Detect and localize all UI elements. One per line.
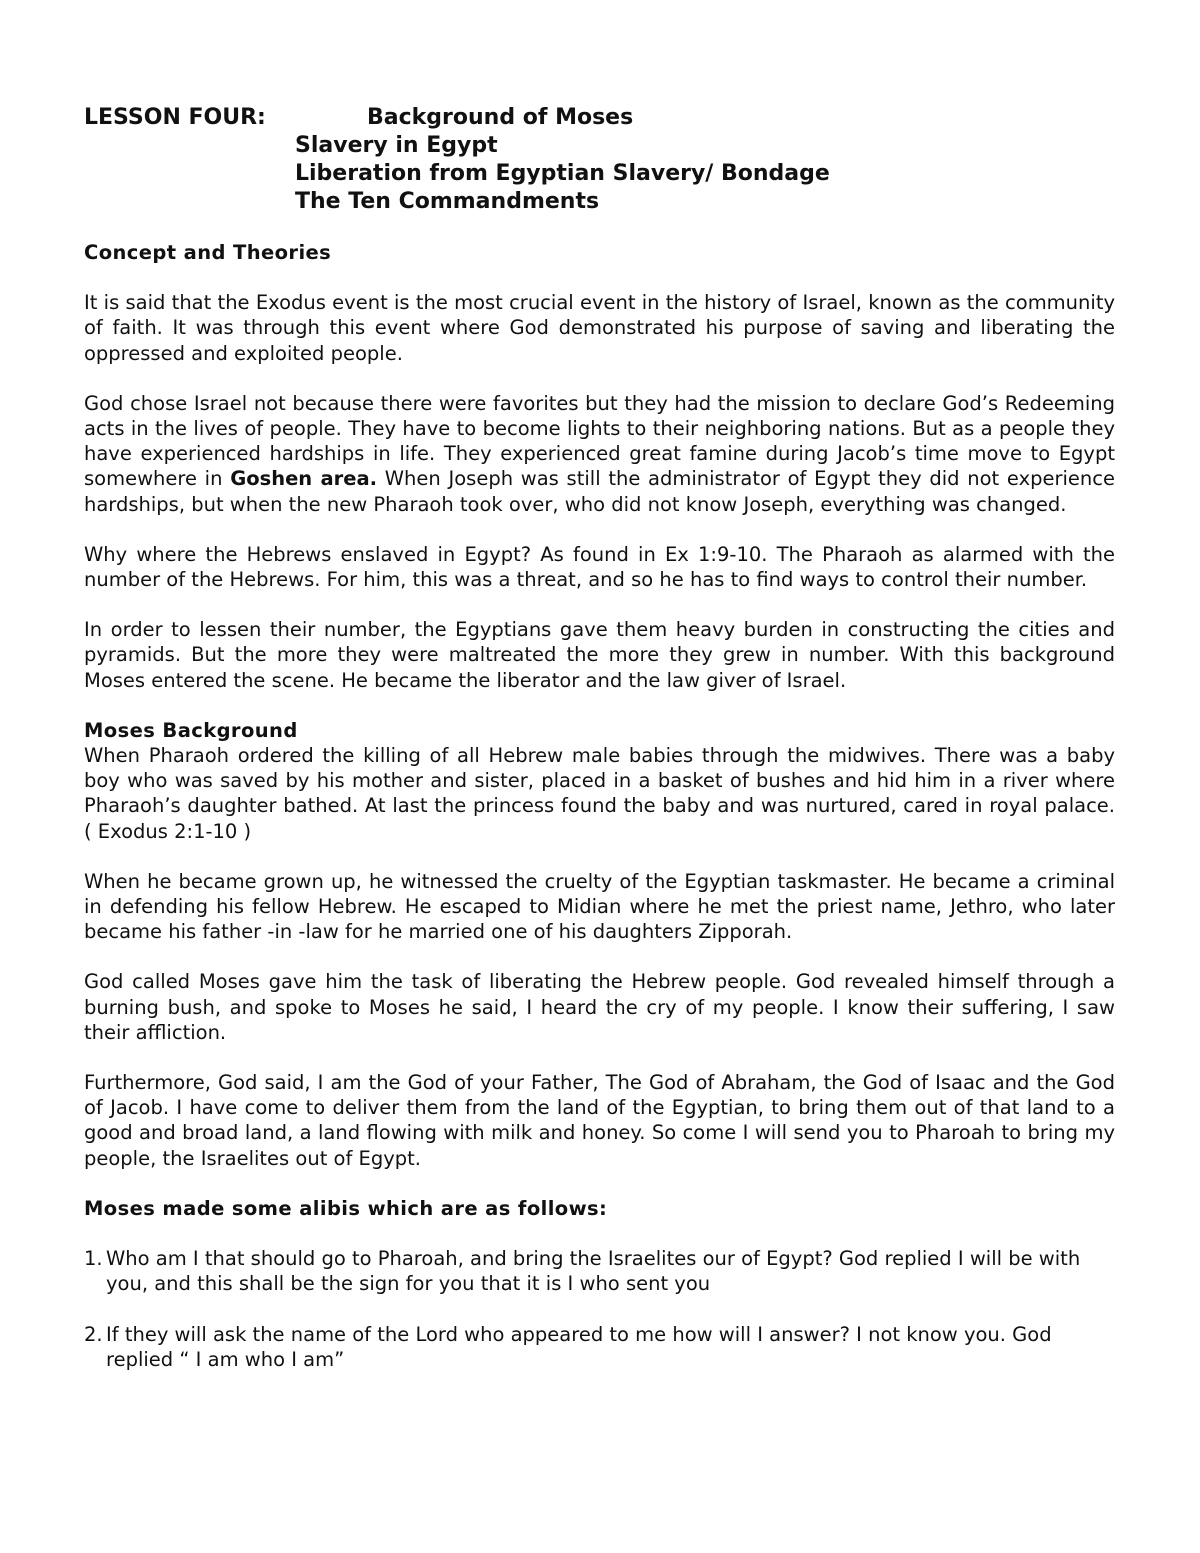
list-number: 1.: [84, 1247, 103, 1271]
lesson-topics: [295, 104, 1115, 216]
paragraph-text: God chose Israel not because there were favorites but they had the mission to declare God’s Redeeming acts in the lives of people. They have to become lights to their neighboring nations. But as a people they have experienced hardships in life. They experienced great famine during Jacob’s time move to Egypt somewhere in: [84, 391, 1115, 491]
concept-heading: Concept and Theories: [84, 241, 332, 264]
paragraph: In order to lessen their number, the Egyptians gave them heavy burden in constructing the cities and pyramids. But the more they were maltreated the more they grew in number. With this background Moses entered the scene. He became the liberator and the law giver of Israel.: [84, 618, 1115, 692]
list-item: [84, 1246, 1115, 1296]
document-page: [84, 104, 1115, 1372]
list-item-text: If they will ask the name of the Lord who appeared to me how will I answer? I not know you. God replied “ I am who I am”: [106, 1322, 1052, 1371]
lesson-topic: Liberation from Egyptian Slavery/ Bondage: [295, 161, 830, 186]
lesson-topic: Slavery in Egypt: [295, 133, 498, 158]
paragraph: [84, 391, 1115, 517]
alibis-heading: Moses made some alibis which are as follows:: [84, 1196, 608, 1220]
list-item-text: Who am I that should go to Pharoah, and bring the Israelites our of Egypt? God replied I will be with you, and this shall be the sign for you that it is I who sent you: [106, 1247, 1081, 1296]
list-item: [84, 1322, 1115, 1372]
paragraph: Why where the Hebrews enslaved in Egypt? As found in Ex 1:9-10. The Pharaoh as alarmed with the number of the Hebrews. For him, this was a threat, and so he has to find ways to control their number.: [84, 542, 1115, 592]
paragraph: When he became grown up, he witnessed the cruelty of the Egyptian taskmaster. He became a criminal in defending his fellow Hebrew. He escaped to Midian where he met the priest name, Jethro, who later became his father -in -law for he married one of his daughters Zipporah.: [84, 869, 1115, 944]
paragraph: When Pharaoh ordered the killing of all Hebrew male babies through the midwives. There was a baby boy who was saved by his mother and sister, placed in a basket of bushes and hid him in a river where Pharaoh’s daughter bathed. At last the princess found the baby and was nurtured, cared in royal palace. ( Exodus 2:1-10 ): [84, 744, 1115, 843]
lesson-topic: Background of Moses: [367, 105, 634, 130]
moses-background-heading: Moses Background: [84, 718, 298, 742]
list-number: 2.: [84, 1322, 103, 1346]
lesson-topic: The Ten Commandments: [295, 189, 600, 214]
paragraph-text: When Joseph was still the administrator of Egypt they did not experience hardships, but when the new Pharaoh took over, who did not know Joseph, everything was changed.: [84, 467, 1115, 516]
paragraph: It is said that the Exodus event is the most crucial event in the history of Israel, known as the community of faith. It was through this event where God demonstrated his purpose of saving and liberating the oppressed and exploited people.: [84, 291, 1115, 365]
goshen-bold-text: Goshen area.: [230, 467, 378, 491]
lesson-title-block: [84, 104, 1115, 216]
paragraph: Furthermore, God said, I am the God of your Father, The God of Abraham, the God of Isaac and the God of Jacob. I have come to deliver them from the land of the Egyptian, to bring them out of that land to a good and broad land, a land flowing with milk and honey. So come I will send you to Pharoah to bring my people, the Israelites out of Egypt.: [84, 1071, 1115, 1170]
alibis-list: [84, 1246, 1115, 1372]
lesson-label: LESSON FOUR:: [84, 105, 266, 130]
paragraph: God called Moses gave him the task of liberating the Hebrew people. God revealed himself through a burning bush, and spoke to Moses he said, I heard the cry of my people. I know their suffering, I saw their affliction.: [84, 970, 1115, 1044]
